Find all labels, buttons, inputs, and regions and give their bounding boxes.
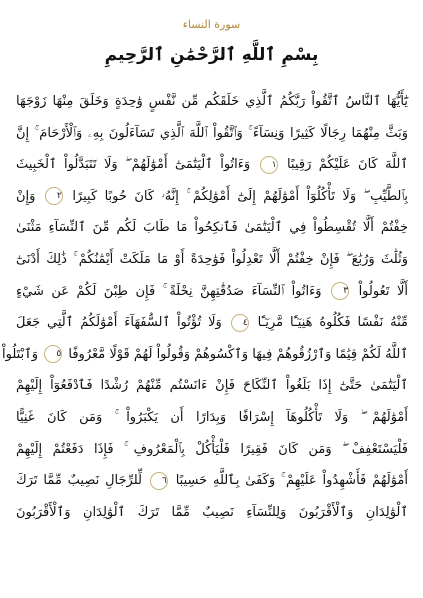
text-line bbox=[2, 339, 408, 371]
verse-text: أَمْوَٰلَهُمْ ۖ وَلَا تَأْكُلُوهَآ إِسْرَافًا وَبِدَارًا أَن يَكْبَرُواْ ۚ وَمَن كَانَ غَنِيًّا bbox=[16, 409, 408, 425]
verse-text: لِّلرِّجَالِ نَصِيبٌ مِّمَّا تَرَكَ bbox=[16, 473, 142, 489]
surah-title: سورة النساء bbox=[182, 18, 241, 31]
verse-text: ٱللَّهَ كَانَ عَلَيْكُمْ رَقِيبًا bbox=[287, 157, 408, 173]
text-line bbox=[16, 370, 408, 402]
ayah-number-marker: ٣ bbox=[331, 282, 349, 300]
quran-text-block bbox=[2, 86, 408, 528]
text-line bbox=[16, 307, 408, 339]
verse-text: وَءَاتُواْ ٱلنِّسَآءَ صَدُقَٰتِهِنَّ نِحْلَةً ۚ فَإِن طِبْنَ لَكُمْ عَن شَيْءٍ bbox=[16, 283, 322, 299]
text-line bbox=[16, 434, 408, 466]
verse-text: وَءَاتُواْ ٱلْيَتَٰمَىٰٓ أَمْوَٰلَهُمْ ۖ وَلَا تَتَبَدَّلُواْ ٱلْخَبِيثَ bbox=[16, 157, 251, 173]
verse-text: بِٱلطَّيِّبِ ۖ وَلَا تَأْكُلُوٓاْ أَمْوَٰلَهُمْ إِلَىٰٓ أَمْوَٰلِكُمْ ۚ إِنَّهُۥ كَانَ حُوبًا كَبِيرًا bbox=[72, 188, 408, 204]
verse-text: يَٰٓأَيُّهَا ٱلنَّاسُ ٱتَّقُواْ رَبَّكُمُ ٱلَّذِي خَلَقَكُم مِّن نَّفْسٍ وَٰحِدَةٍ وَخَلَقَ مِنْهَا زَوْجَهَا bbox=[16, 94, 408, 109]
verse-text: ٱللَّهُ لَكُمْ قِيَٰمًا وَٱرْزُقُوهُمْ فِيهَا وَٱكْسُوهُمْ وَقُولُواْ لَهُمْ قَوْلًا مَّعْرُوفًا bbox=[68, 346, 408, 362]
text-line bbox=[16, 212, 408, 244]
ayah-number-marker: ١ bbox=[260, 156, 278, 174]
verse-text: ٱلْوَٰلِدَانِ وَٱلْأَقْرَبُونَ وَلِلنِّسَآءِ نَصِيبٌ مِّمَّا تَرَكَ ٱلْوَٰلِدَانِ وَٱلْأَقْرَبُونَ bbox=[16, 504, 408, 520]
ayah-number-marker: ٥ bbox=[44, 345, 62, 363]
ayah-number-marker: ٢ bbox=[45, 187, 63, 205]
text-line bbox=[16, 244, 408, 276]
verse-text: أَلَّا تَعُولُواْ bbox=[358, 283, 408, 299]
basmala: بِسْمِ ٱللَّهِ ٱلرَّحْمَٰنِ ٱلرَّحِيمِ bbox=[104, 45, 319, 65]
verse-text: وَإِنْ bbox=[16, 188, 36, 204]
verse-text: خِفْتُمْ أَلَّا تُقْسِطُواْ فِي ٱلْيَتَٰمَىٰ فَٱنكِحُواْ مَا طَابَ لَكُم مِّنَ ٱلنِّسَآءِ مَثْنَىٰ bbox=[16, 220, 408, 236]
text-line bbox=[16, 497, 408, 529]
verse-text: مِّنْهُ نَفْسًا فَكُلُوهُ هَنِيٓـًٔا مَّرِيٓـًٔا bbox=[257, 315, 408, 331]
verse-text: فَلْيَسْتَعْفِفْ ۖ وَمَن كَانَ فَقِيرًا فَلْيَأْكُلْ بِٱلْمَعْرُوفِ ۚ فَإِذَا دَفَعْتُمْ إِلَيْهِمْ bbox=[16, 441, 408, 457]
verse-text: ٱلْيَتَٰمَىٰ حَتَّىٰٓ إِذَا بَلَغُواْ ٱلنِّكَاحَ فَإِنْ ءَانَسْتُم مِّنْهُمْ رُشْدًا فَٱدْفَعُوٓاْ إِلَيْهِمْ bbox=[16, 378, 408, 394]
text-line bbox=[16, 276, 408, 308]
text-line bbox=[16, 86, 408, 118]
ayah-number-marker: ٤ bbox=[231, 314, 249, 332]
text-line bbox=[16, 181, 408, 213]
ayah-number-marker: ٦ bbox=[150, 472, 168, 490]
verse-text: وَثُلَٰثَ وَرُبَٰعَ ۖ فَإِنْ خِفْتُمْ أَلَّا تَعْدِلُواْ فَوَٰحِدَةً أَوْ مَا مَلَكَتْ أَيْمَٰنُكُمْ ۚ ذَٰلِكَ أَدْنَىٰٓ bbox=[16, 251, 408, 267]
text-line bbox=[16, 149, 408, 181]
verse-text: أَمْوَٰلَهُمْ فَأَشْهِدُواْ عَلَيْهِمْ ۚ وَكَفَىٰ بِٱللَّهِ حَسِيبًا bbox=[175, 473, 408, 489]
text-line bbox=[16, 118, 408, 150]
text-line bbox=[16, 465, 408, 497]
verse-text: وَبَثَّ مِنْهُمَا رِجَالًا كَثِيرًا وَنِسَآءً ۚ وَٱتَّقُواْ ٱللَّهَ ٱلَّذِي تَسَآءَلُونَ بِهِۦ وَٱلْأَرْحَامَ ۚ إِنَّ bbox=[16, 125, 408, 141]
verse-text: وَلَا تُؤْتُواْ ٱلسُّفَهَآءَ أَمْوَٰلَكُمُ ٱلَّتِي جَعَلَ bbox=[16, 315, 222, 331]
text-line bbox=[16, 402, 408, 434]
verse-text: وَٱبْتَلُواْ bbox=[2, 346, 39, 362]
